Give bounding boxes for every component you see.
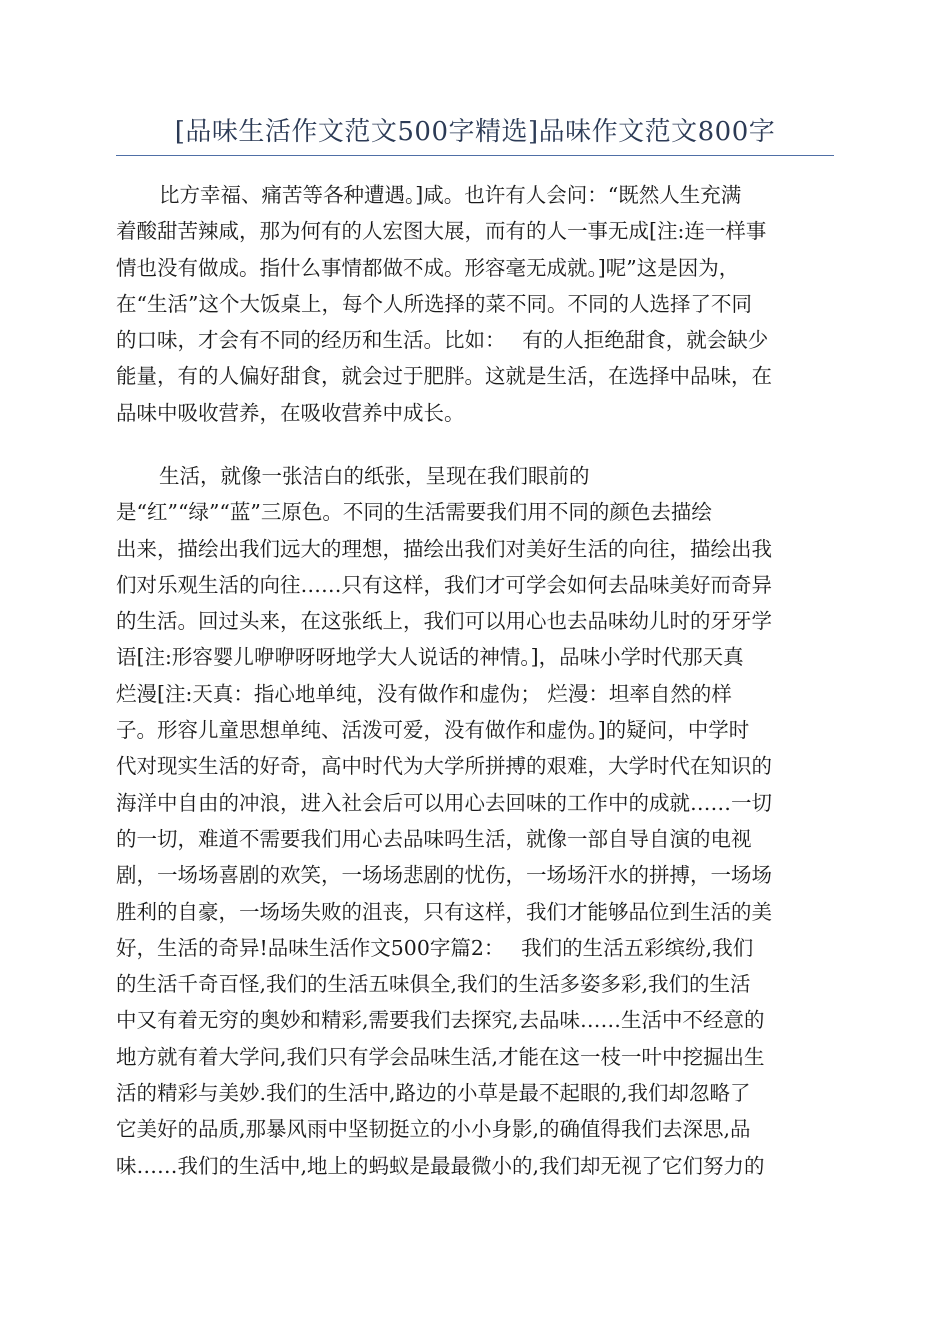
- text-line: 们对乐观生活的向往……只有这样，我们才可学会如何去品味美好而奇异: [116, 572, 772, 597]
- text-line: 的一切，难道不需要我们用心去品味吗生活，就像一部自导自演的电视: [116, 826, 752, 851]
- text-line: 代对现实生活的好奇，高中时代为大学所拼搏的艰难，大学时代在知识的: [116, 754, 772, 779]
- text-line: 胜利的自豪，一场场失败的沮丧，只有这样，我们才能够品位到生活的美: [116, 899, 772, 924]
- text-line: 好，生活的奇异!品味生活作文500字篇2： 我们的生活五彩缤纷,我们: [116, 935, 754, 960]
- text-line: 着酸甜苦辣咸，那为何有的人宏图大展，而有的人一事无成[注:连一样事: [116, 219, 767, 244]
- text-line: 能量，有的人偏好甜食，就会过于肥胖。这就是生活，在选择中品味，在: [116, 364, 772, 389]
- text-line: 的生活。回过头来，在这张纸上，我们可以用心也去品味幼儿时的牙牙学: [116, 609, 772, 634]
- text-line: 它美好的品质,那暴风雨中坚韧挺立的小小身影,的确值得我们去深思,品: [116, 1117, 751, 1142]
- text-line: 出来，描绘出我们远大的理想，描绘出我们对美好生活的向往，描绘出我: [116, 536, 772, 561]
- text-line: 在“生活”这个大饭桌上，每个人所选择的菜不同。不同的人选择了不同: [116, 291, 752, 316]
- paragraph-2: [116, 458, 830, 1184]
- text-line: 生活，就像一张洁白的纸张，呈现在我们眼前的: [159, 464, 590, 488]
- text-line: 情也没有做成。指什么事情都做不成。形容毫无成就。]呢”这是因为，: [116, 255, 740, 280]
- text-line: 味……我们的生活中,地上的蚂蚁是最最微小的,我们却无视了它们努力的: [116, 1153, 765, 1178]
- document-title: [品味生活作文范文500字精选]品味作文范文800字: [174, 117, 776, 147]
- text-line: 比方幸福、痛苦等各种遭遇。]咸。也许有人会问：“既然人生充满: [159, 183, 742, 207]
- text-line: 海洋中自由的冲浪，进入社会后可以用心去回味的工作中的成就……一切: [116, 790, 772, 815]
- text-line: 品味中吸收营养，在吸收营养中成长。: [116, 400, 465, 425]
- text-line: 的口味，才会有不同的经历和生活。比如： 有的人拒绝甜食，就会缺少: [116, 328, 769, 353]
- text-line: 的生活千奇百怪,我们的生活五味俱全,我们的生活多姿多彩,我们的生活: [116, 972, 751, 997]
- text-line: 子。形容儿童思想单纯、活泼可爱，没有做作和虚伪。]的疑问，中学时: [116, 718, 750, 743]
- paragraph-1: [116, 177, 830, 431]
- text-line: 剧，一场场喜剧的欢笑，一场场悲剧的忧伤，一场场汗水的拼搏，一场场: [116, 863, 772, 888]
- title-underline-rule: [116, 155, 834, 156]
- text-line: 活的精彩与美妙.我们的生活中,路边的小草是最不起眼的,我们却忽略了: [116, 1081, 751, 1106]
- text-line: 中又有着无穷的奥妙和精彩,需要我们去探究,去品味……生活中不经意的: [116, 1008, 765, 1033]
- text-line: 语[注:形容婴儿咿咿呀呀地学大人说话的神情。]，品味小学时代那天真: [116, 645, 744, 670]
- text-line: 烂漫[注:天真：指心地单纯，没有做作和虚伪； 烂漫：坦率自然的样: [116, 681, 732, 706]
- text-line: 地方就有着大学问,我们只有学会品味生活,才能在这一枝一叶中挖掘出生: [116, 1044, 765, 1069]
- text-line: 是“红”“绿”“蓝”三原色。不同的生活需要我们用不同的颜色去描绘: [116, 500, 712, 525]
